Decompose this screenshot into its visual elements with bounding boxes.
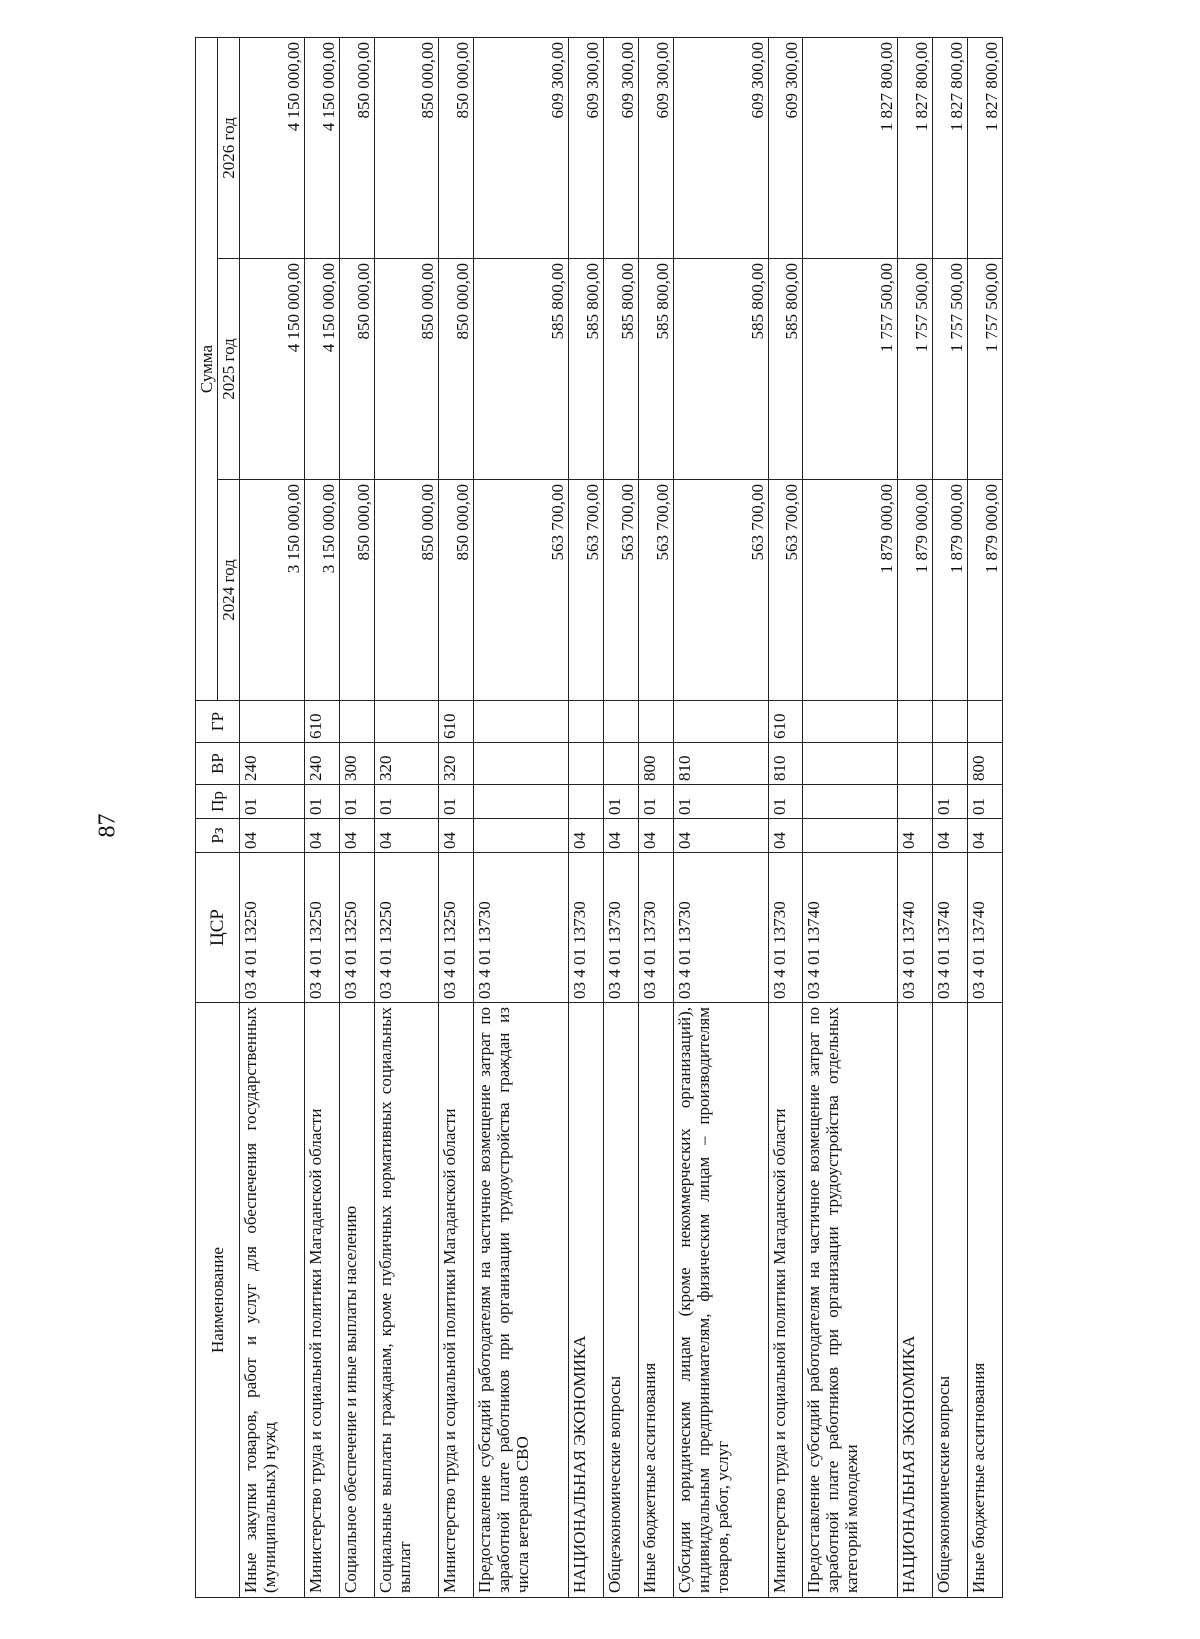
cell-rz: 04 — [933, 819, 968, 853]
cell-vr — [569, 743, 604, 785]
cell-name: НАЦИОНАЛЬНАЯ ЭКОНОМИКА — [898, 1003, 933, 1598]
cell-name: Иные бюджетные ассигнования — [638, 1003, 673, 1598]
cell-y2024: 563 700,00 — [474, 480, 569, 701]
cell-y2025: 585 800,00 — [768, 259, 803, 480]
cell-name: Министерство труда и социальной политики Магаданской области — [304, 1003, 339, 1598]
cell-rz: 04 — [768, 819, 803, 853]
cell-vr — [474, 743, 569, 785]
table-row — [968, 38, 1003, 1598]
cell-pr: 01 — [240, 785, 305, 819]
cell-rz: 04 — [604, 819, 639, 853]
cell-gr — [803, 701, 898, 743]
table-row — [439, 38, 474, 1598]
rotated-table-wrapper — [195, 38, 1003, 1598]
cell-gr: 610 — [304, 701, 339, 743]
cell-gr — [638, 701, 673, 743]
cell-y2024: 850 000,00 — [339, 480, 374, 701]
table-row — [933, 38, 968, 1598]
cell-pr — [569, 785, 604, 819]
cell-name: Иные закупки товаров, работ и услуг для обеспечения государственных (муниципальных) нужд — [240, 1003, 305, 1598]
header-2025: 2025 год — [218, 259, 240, 480]
cell-rz: 04 — [638, 819, 673, 853]
cell-rz: 04 — [569, 819, 604, 853]
cell-rz: 04 — [968, 819, 1003, 853]
table-row — [768, 38, 803, 1598]
cell-y2026: 1 827 800,00 — [968, 38, 1003, 259]
cell-name: Иные бюджетные ассигнования — [968, 1003, 1003, 1598]
cell-y2026: 4 150 000,00 — [240, 38, 305, 259]
cell-y2026: 609 300,00 — [673, 38, 768, 259]
cell-y2025: 1 757 500,00 — [968, 259, 1003, 480]
cell-gr — [933, 701, 968, 743]
cell-csr: 03 4 01 13730 — [673, 853, 768, 1003]
cell-y2024: 563 700,00 — [569, 480, 604, 701]
header-2026: 2026 год — [218, 38, 240, 259]
cell-y2025: 585 800,00 — [604, 259, 639, 480]
cell-y2025: 585 800,00 — [638, 259, 673, 480]
table-row — [374, 38, 439, 1598]
cell-csr: 03 4 01 13740 — [898, 853, 933, 1003]
cell-y2024: 563 700,00 — [768, 480, 803, 701]
cell-gr — [474, 701, 569, 743]
cell-vr: 300 — [339, 743, 374, 785]
cell-vr: 240 — [240, 743, 305, 785]
cell-vr: 810 — [768, 743, 803, 785]
cell-csr: 03 4 01 13730 — [474, 853, 569, 1003]
table-row — [474, 38, 569, 1598]
cell-y2025: 585 800,00 — [474, 259, 569, 480]
cell-rz: 04 — [898, 819, 933, 853]
table-row — [240, 38, 305, 1598]
cell-rz — [803, 819, 898, 853]
table-header — [196, 38, 240, 1598]
cell-y2024: 3 150 000,00 — [304, 480, 339, 701]
cell-csr: 03 4 01 13730 — [569, 853, 604, 1003]
table-row — [339, 38, 374, 1598]
cell-name: Общеэкономические вопросы — [933, 1003, 968, 1598]
cell-y2026: 1 827 800,00 — [898, 38, 933, 259]
table-row — [304, 38, 339, 1598]
cell-pr: 01 — [673, 785, 768, 819]
cell-y2024: 1 879 000,00 — [898, 480, 933, 701]
cell-gr — [339, 701, 374, 743]
cell-y2024: 563 700,00 — [638, 480, 673, 701]
header-csr: ЦСР — [196, 853, 240, 1003]
header-pr: Пр — [196, 785, 240, 819]
cell-csr: 03 4 01 13730 — [638, 853, 673, 1003]
table-row — [898, 38, 933, 1598]
cell-vr: 800 — [638, 743, 673, 785]
cell-name: Предоставление субсидий работодателям на частичное возмещение затрат по заработной плате работников при организации трудоустройства граждан из числа ветеранов СВО — [474, 1003, 569, 1598]
table-row — [604, 38, 639, 1598]
cell-name: Министерство труда и социальной политики Магаданской области — [439, 1003, 474, 1598]
cell-pr: 01 — [339, 785, 374, 819]
cell-name: Субсидии юридическим лицам (кроме некоммерческих организаций), индивидуальным предпринимателям, физическим лицам – производителям товаров, работ, услуг — [673, 1003, 768, 1598]
cell-vr: 320 — [374, 743, 439, 785]
cell-y2026: 609 300,00 — [474, 38, 569, 259]
cell-csr: 03 4 01 13740 — [803, 853, 898, 1003]
cell-pr — [474, 785, 569, 819]
header-vr: ВР — [196, 743, 240, 785]
header-sum: Сумма — [196, 38, 218, 701]
cell-rz: 04 — [304, 819, 339, 853]
cell-y2026: 4 150 000,00 — [304, 38, 339, 259]
cell-csr: 03 4 01 13740 — [968, 853, 1003, 1003]
cell-gr — [968, 701, 1003, 743]
cell-pr: 01 — [968, 785, 1003, 819]
cell-gr — [604, 701, 639, 743]
cell-vr — [604, 743, 639, 785]
cell-pr — [803, 785, 898, 819]
cell-y2024: 1 879 000,00 — [933, 480, 968, 701]
cell-gr: 610 — [768, 701, 803, 743]
cell-name: Предоставление субсидий работодателям на частичное возмещение затрат по заработной плате работников при организации трудоустройства отдельных категорий молодежи — [803, 1003, 898, 1598]
cell-name: Социальные выплаты гражданам, кроме публичных нормативных социальных выплат — [374, 1003, 439, 1598]
cell-y2026: 609 300,00 — [768, 38, 803, 259]
header-2024: 2024 год — [218, 480, 240, 701]
cell-pr: 01 — [604, 785, 639, 819]
cell-y2024: 1 879 000,00 — [968, 480, 1003, 701]
cell-y2024: 3 150 000,00 — [240, 480, 305, 701]
cell-gr — [673, 701, 768, 743]
cell-y2025: 585 800,00 — [569, 259, 604, 480]
page-number: 87 — [94, 813, 121, 838]
cell-y2026: 1 827 800,00 — [933, 38, 968, 259]
cell-y2026: 850 000,00 — [439, 38, 474, 259]
cell-csr: 03 4 01 13250 — [374, 853, 439, 1003]
table-row — [803, 38, 898, 1598]
cell-y2026: 850 000,00 — [374, 38, 439, 259]
cell-name: Общеэкономические вопросы — [604, 1003, 639, 1598]
table-row — [638, 38, 673, 1598]
cell-gr — [374, 701, 439, 743]
cell-pr — [898, 785, 933, 819]
cell-y2025: 4 150 000,00 — [240, 259, 305, 480]
cell-rz: 04 — [240, 819, 305, 853]
cell-y2025: 585 800,00 — [673, 259, 768, 480]
cell-vr: 800 — [968, 743, 1003, 785]
cell-csr: 03 4 01 13740 — [933, 853, 968, 1003]
header-name: Наименование — [196, 1003, 240, 1598]
cell-y2026: 609 300,00 — [638, 38, 673, 259]
cell-y2026: 609 300,00 — [569, 38, 604, 259]
cell-name: Социальное обеспечение и иные выплаты населению — [339, 1003, 374, 1598]
cell-csr: 03 4 01 13730 — [604, 853, 639, 1003]
cell-rz: 04 — [673, 819, 768, 853]
cell-y2024: 1 879 000,00 — [803, 480, 898, 701]
cell-y2025: 850 000,00 — [374, 259, 439, 480]
cell-y2025: 1 757 500,00 — [803, 259, 898, 480]
table-body — [240, 38, 1003, 1598]
cell-gr — [240, 701, 305, 743]
cell-pr: 01 — [768, 785, 803, 819]
table-row — [569, 38, 604, 1598]
cell-rz: 04 — [339, 819, 374, 853]
cell-vr: 240 — [304, 743, 339, 785]
cell-pr: 01 — [638, 785, 673, 819]
cell-pr: 01 — [933, 785, 968, 819]
cell-rz: 04 — [439, 819, 474, 853]
budget-table — [195, 37, 1003, 1598]
cell-pr: 01 — [374, 785, 439, 819]
cell-csr: 03 4 01 13250 — [240, 853, 305, 1003]
cell-vr: 810 — [673, 743, 768, 785]
cell-y2025: 1 757 500,00 — [898, 259, 933, 480]
header-gr: ГР — [196, 701, 240, 743]
cell-y2025: 1 757 500,00 — [933, 259, 968, 480]
cell-vr — [933, 743, 968, 785]
cell-vr: 320 — [439, 743, 474, 785]
cell-csr: 03 4 01 13250 — [304, 853, 339, 1003]
cell-y2024: 850 000,00 — [374, 480, 439, 701]
cell-pr: 01 — [439, 785, 474, 819]
cell-pr: 01 — [304, 785, 339, 819]
table-row — [673, 38, 768, 1598]
cell-rz — [474, 819, 569, 853]
cell-csr: 03 4 01 13250 — [339, 853, 374, 1003]
cell-name: НАЦИОНАЛЬНАЯ ЭКОНОМИКА — [569, 1003, 604, 1598]
cell-gr: 610 — [439, 701, 474, 743]
cell-gr — [898, 701, 933, 743]
cell-y2024: 563 700,00 — [673, 480, 768, 701]
cell-y2025: 4 150 000,00 — [304, 259, 339, 480]
cell-name: Министерство труда и социальной политики Магаданской области — [768, 1003, 803, 1598]
cell-vr — [898, 743, 933, 785]
cell-rz: 04 — [374, 819, 439, 853]
cell-y2024: 850 000,00 — [439, 480, 474, 701]
cell-csr: 03 4 01 13730 — [768, 853, 803, 1003]
cell-y2025: 850 000,00 — [339, 259, 374, 480]
cell-y2025: 850 000,00 — [439, 259, 474, 480]
cell-y2024: 563 700,00 — [604, 480, 639, 701]
cell-y2026: 850 000,00 — [339, 38, 374, 259]
cell-gr — [569, 701, 604, 743]
cell-y2026: 1 827 800,00 — [803, 38, 898, 259]
cell-csr: 03 4 01 13250 — [439, 853, 474, 1003]
header-rz: Рз — [196, 819, 240, 853]
cell-y2026: 609 300,00 — [604, 38, 639, 259]
cell-vr — [803, 743, 898, 785]
